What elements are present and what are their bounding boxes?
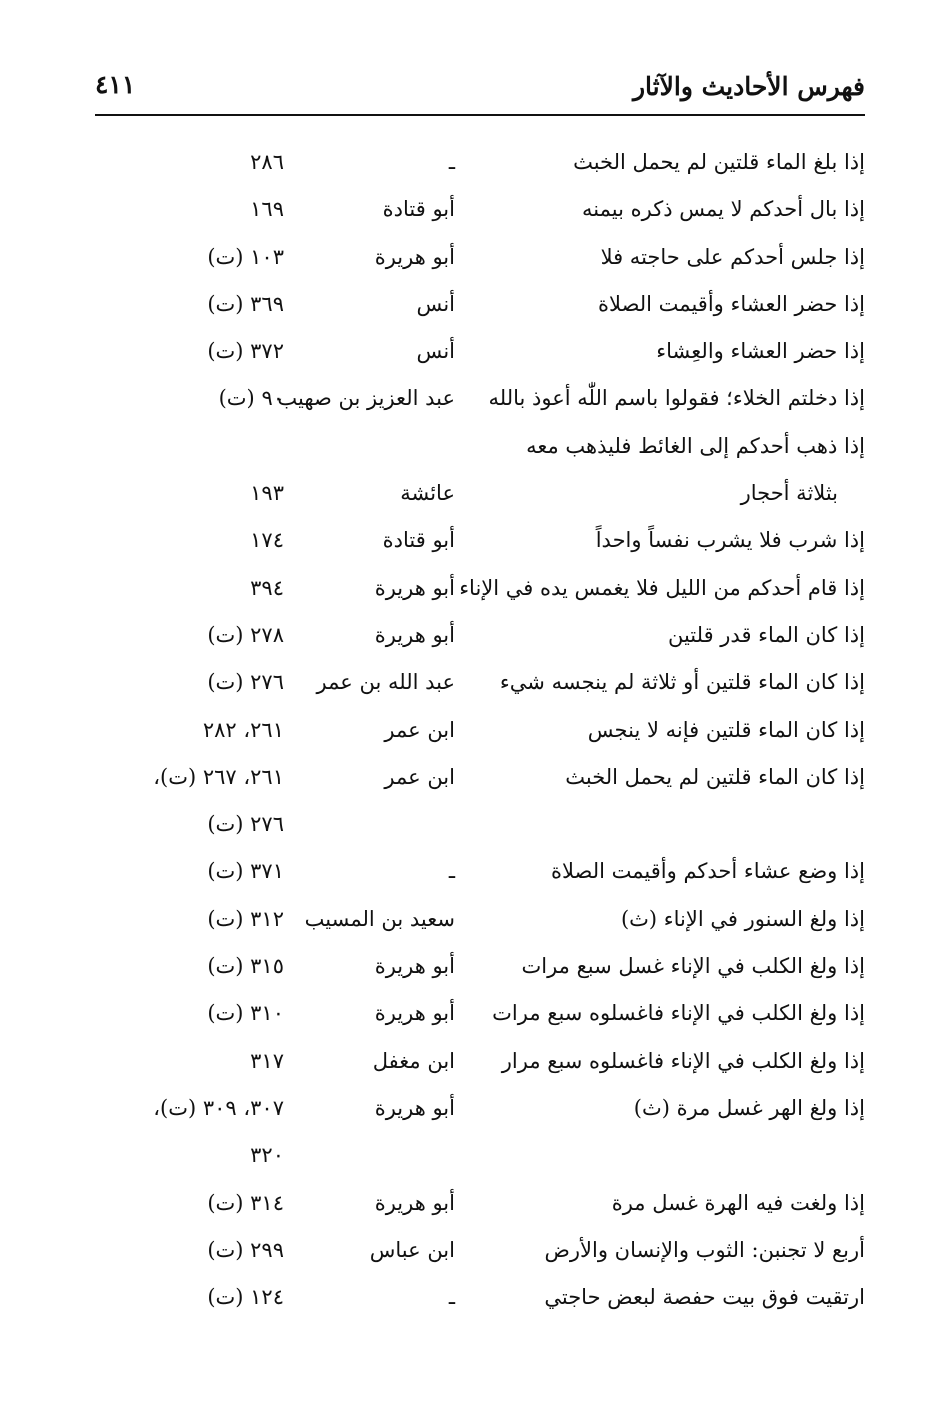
reference-number: ١٢٤ (ت) [207,1285,284,1310]
narrator: أبو قتادة [382,528,455,553]
reference-number: ٣١٥ (ت) [207,954,284,979]
hadith-text: إذا ولغ الكلب في الإناء غسل سبع مرات [521,954,865,979]
narrator: عبد الله بن عمر [316,670,455,695]
narrator: أبو هريرة [374,1190,455,1215]
index-row [0,1085,950,1132]
narrator: أبو هريرة [374,575,455,600]
hadith-text: إذا كان الماء قلتين فإنه لا ينجس [587,717,865,742]
reference-number: ١٧٤ [250,528,284,553]
reference-number: ٣١٠ (ت) [207,1001,284,1026]
reference-number: ٣٢٠ [250,1143,284,1168]
hadith-text: إذا ذهب أحدكم إلى الغائط فليذهب معه [526,433,865,458]
index-row [0,990,950,1037]
reference-number: ٢٧٨ (ت) [207,622,284,647]
narrator: أبو هريرة [374,954,455,979]
narrator: أبو قتادة [382,197,455,222]
hadith-text: بثلاثة أحجار [740,481,838,506]
index-row [0,754,950,801]
index-row [0,1227,950,1274]
narrator: أنس [416,291,455,316]
hadith-text: إذا وضع عشاء أحدكم وأقيمت الصلاة [551,859,865,884]
index-row [0,707,950,754]
hadith-text: إذا ولغ السنور في الإناء (ث) [620,906,865,931]
narrator [295,423,455,470]
reference-number: ٢٦١، ٢٦٧ (ت)، [153,764,284,789]
reference-number: ١٠٣ (ت) [207,244,284,269]
narrator [295,801,455,848]
narrator: أبو هريرة [374,1001,455,1026]
narrator: أنس [416,339,455,364]
hadith-text [475,1132,865,1179]
reference-number: ٣٧٢ (ت) [207,339,284,364]
index-row [0,659,950,706]
reference-number: ٢٧٦ (ت) [207,670,284,695]
hadith-text: ارتقيت فوق بيت حفصة لبعض حاجتي [544,1285,865,1310]
reference-number: ١٩٣ [250,481,284,506]
index-row [0,1180,950,1227]
index-row [0,328,950,375]
index-row [0,1274,950,1321]
narrator: ـ [448,859,455,884]
hadith-text: إذا قام أحدكم من الليل فلا يغمس يده في الإناء [459,575,865,600]
index-row [0,470,950,517]
narrator [295,1132,455,1179]
narrator: ابن عمر [384,717,455,742]
hadith-text: إذا كان الماء قلتين لم يحمل الخبث [565,764,865,789]
narrator: ابن عمر [384,764,455,789]
hadith-index-list [0,139,950,1321]
index-row [0,801,950,848]
index-row [0,943,950,990]
index-row [0,1132,950,1179]
hadith-text: إذا جلس أحدكم على حاجته فلا [600,244,865,269]
narrator: أبو هريرة [374,1095,455,1120]
narrator: أبو هريرة [374,244,455,269]
index-row [0,565,950,612]
page-title: فهرس الأحاديث والآثار [632,72,865,101]
hadith-text: إذا حضر العشاء والعِشاء [656,339,865,364]
reference-number: ٣١٢ (ت) [207,906,284,931]
reference-number: ٣١٤ (ت) [207,1190,284,1215]
narrator: عائشة [400,481,455,506]
index-row [0,186,950,233]
reference-number: ٣٠٧، ٣٠٩ (ت)، [153,1095,284,1120]
hadith-text: أربع لا تجنبن: الثوب والإنسان والأرض [544,1237,865,1262]
hadith-text: إذا شرب فلا يشرب نفساً واحداً [595,528,865,553]
reference-number: ٢٧٦ (ت) [207,812,284,837]
narrator: سعيد بن المسيب [304,906,455,931]
index-row [0,139,950,186]
reference-number: ٣٧١ (ت) [207,859,284,884]
hadith-text: إذا ولغ الهر غسل مرة (ث) [633,1095,865,1120]
narrator: عبد العزيز بن صهيب [277,386,455,411]
index-row [0,423,950,470]
hadith-text: إذا ولغ الكلب في الإناء فاغسلوه سبع مرات [492,1001,865,1026]
reference-number [124,423,284,470]
narrator: ابن مغفل [372,1048,455,1073]
hadith-text: إذا بال أحدكم لا يمس ذكره بيمنه [582,197,865,222]
reference-number: ٣٦٩ (ت) [207,291,284,316]
hadith-text: إذا دخلتم الخلاء؛ فقولوا باسم اللّٰه أعوذ بالله [488,386,865,411]
reference-number: ٢٨٦ [250,150,284,174]
index-row [0,517,950,564]
hadith-text: إذا ولغت فيه الهرة غسل مرة [611,1190,865,1215]
narrator: أبو هريرة [374,622,455,647]
hadith-text [475,801,865,848]
hadith-text: إذا بلغ الماء قلتين لم يحمل الخبث [573,150,865,174]
narrator: ـ [448,1285,455,1310]
index-row [0,281,950,328]
narrator: ابن عباس [369,1237,455,1262]
narrator: ـ [448,150,455,174]
reference-number: ٩٠ (ت) [218,386,284,411]
reference-number: ٣٩٤ [250,575,284,600]
index-row [0,896,950,943]
index-row [0,612,950,659]
index-row [0,1038,950,1085]
reference-number: ٢٦١، ٢٨٢ [202,717,284,742]
index-row [0,234,950,281]
hadith-text: إذا حضر العشاء وأقيمت الصلاة [598,291,865,316]
reference-number: ١٦٩ [250,197,284,222]
index-row [0,848,950,895]
hadith-text: إذا كان الماء قلتين أو ثلاثة لم ينجسه شيء [499,670,865,695]
page-header [95,60,865,116]
index-row [0,375,950,422]
hadith-text: إذا ولغ الكلب في الإناء فاغسلوه سبع مرار [501,1048,865,1073]
hadith-text: إذا كان الماء قدر قلتين [667,622,865,647]
reference-number: ٢٩٩ (ت) [207,1237,284,1262]
reference-number: ٣١٧ [250,1048,284,1073]
page-number: ٤١١ [95,70,136,99]
